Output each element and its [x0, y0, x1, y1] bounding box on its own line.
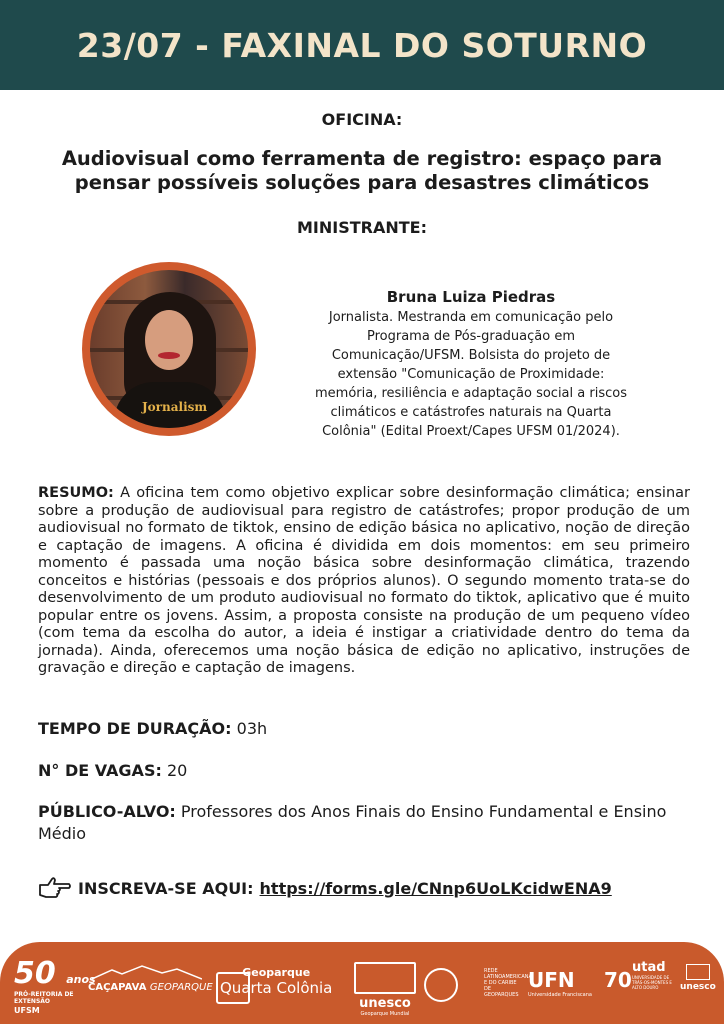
header-banner	[0, 0, 724, 90]
mountain-icon	[92, 964, 202, 980]
bio-line: climáticos e catástrofes naturais na Quarta	[330, 405, 612, 420]
cacapava-geo-text: GEOPARQUE	[149, 982, 213, 993]
resumo-paragraph	[38, 485, 690, 678]
ufsm-50-anos-logo	[14, 956, 96, 1005]
bio-line: Colônia" (Edital Proext/Capes UFSM 01/2024).	[322, 424, 620, 439]
shirt-print: Jornalism	[142, 400, 208, 414]
bio-line: Jornalista. Mestranda em comunicação pelo	[328, 310, 614, 325]
utad-text: utad	[632, 960, 666, 975]
unesco-text: unesco	[359, 996, 411, 1011]
global-geoparks-circle-icon	[424, 968, 458, 1002]
vagas-value: 20	[161, 761, 188, 780]
geoparque-quarta-colonia-logo	[220, 966, 332, 997]
seventy-years-logo: 70	[604, 968, 632, 992]
duracao-row	[38, 718, 698, 740]
bio-line: Comunicação/UFSM. Bolsista do projeto de	[331, 348, 611, 363]
bio-line: extensão "Comunicação de Proximidade:	[337, 367, 605, 382]
bio-line: Programa de Pós-graduação em	[366, 329, 575, 344]
duracao-value: 03h	[231, 719, 268, 738]
utad-sub-text: UNIVERSIDADE DE TRÁS-OS-MONTES E ALTO DOURO	[632, 975, 672, 990]
geoparque-icon	[216, 972, 250, 1004]
utad-logo	[632, 960, 672, 990]
oficina-label: OFICINA:	[321, 110, 403, 129]
publico-row	[38, 801, 698, 845]
cacapava-text: CAÇAPAVA	[88, 982, 147, 993]
presenter-photo-frame	[82, 262, 256, 436]
publico-label: PÚBLICO-ALVO:	[38, 802, 176, 821]
page-title: 23/07 - FAXINAL DO SOTURNO	[76, 25, 648, 65]
ministrante-label: MINISTRANTE:	[297, 218, 427, 237]
logo-50-number: 50	[14, 956, 56, 991]
presenter-name: Bruna Luiza Piedras	[386, 288, 556, 306]
logo-50-caption: PRÓ-REITORIA DE EXTENSÃO	[14, 991, 74, 1005]
geoparque-big-text: Quarta Colônia	[220, 979, 333, 997]
inscricao-link[interactable]: https://forms.gle/CNnp6UoLKcidwENA9	[259, 878, 612, 898]
geoparque-small-text: Geoparque	[242, 966, 311, 979]
presenter-bio	[290, 288, 652, 441]
workshop-title	[20, 147, 704, 195]
logo-50-sub: anos	[66, 973, 96, 986]
unesco-temple-icon	[354, 962, 416, 994]
publico-value: Professores dos Anos Finais do Ensino Fundamental e Ensino Médio	[38, 802, 667, 843]
resumo-label: RESUMO:	[38, 485, 114, 501]
unesco-chair-logo	[680, 964, 716, 992]
presenter-lips	[158, 352, 180, 359]
ufn-sub-text: Universidade Franciscana	[528, 992, 592, 998]
resumo-text: A oficina tem como objetivo explicar sobre desinformação climática; ensinar sobre a produção de audiovisual para registro de catástrofes; propor produção de um audiovisual no formato de tiktok, ensino de edição básica no aplicativo, noção de direção e captação de imagens. A oficina é dividida em dois momentos: em seu primeiro momento é passada uma noção básica sobre desinformação climática, trazendo conceitos e histórias (pessoais e dos próprios alunos). O segundo momento trata-se do desenvolvimento de um produto audiovisual no formato do tiktok, aplicativo que é muito popular entre os jovens. Assim, a proposta consiste na produção de um pequeno vídeo (com tema da escolha do autor, a ideia é instigar a criatividade dentro do tema da jornada). Ainda, oferecemos uma noção básica de edição no aplicativo, instruções de gravação e direção e captação de imagens.	[38, 485, 690, 676]
inscricao-row	[38, 875, 612, 901]
vagas-row	[38, 760, 698, 782]
unesco2-text: unesco	[680, 982, 716, 992]
bio-line: memória, resiliência e adaptação social a riscos	[315, 386, 627, 401]
ufsm-logo-text: UFSM	[14, 1006, 40, 1015]
footer-logos	[0, 942, 724, 1024]
vagas-label: N° DE VAGAS:	[38, 761, 162, 780]
pointing-hand-icon	[38, 875, 72, 901]
presenter-photo	[90, 270, 248, 428]
ufn-logo	[528, 968, 592, 998]
inscricao-label: INSCREVA-SE AQUI:	[78, 878, 254, 898]
cacapava-geoparque-logo	[88, 982, 213, 993]
unesco-mini-icon	[686, 964, 710, 980]
workshop-title-line1: Audiovisual como ferramenta de registro: espaço para	[61, 147, 663, 170]
unesco-sub-text: Geoparque Mundial	[360, 1011, 410, 1017]
presenter-face	[145, 310, 193, 370]
presenter-description	[290, 308, 652, 441]
ufn-text: UFN	[528, 968, 575, 992]
duracao-label: TEMPO DE DURAÇÃO:	[38, 719, 232, 738]
workshop-title-line2: pensar possíveis soluções para desastres climáticos	[74, 171, 650, 194]
unesco-geoparque-logo	[354, 962, 416, 1017]
redes-geoparques-text: REDE LATINOAMERICANA E DO CARIBE DE GEOPARQUES	[484, 968, 532, 998]
